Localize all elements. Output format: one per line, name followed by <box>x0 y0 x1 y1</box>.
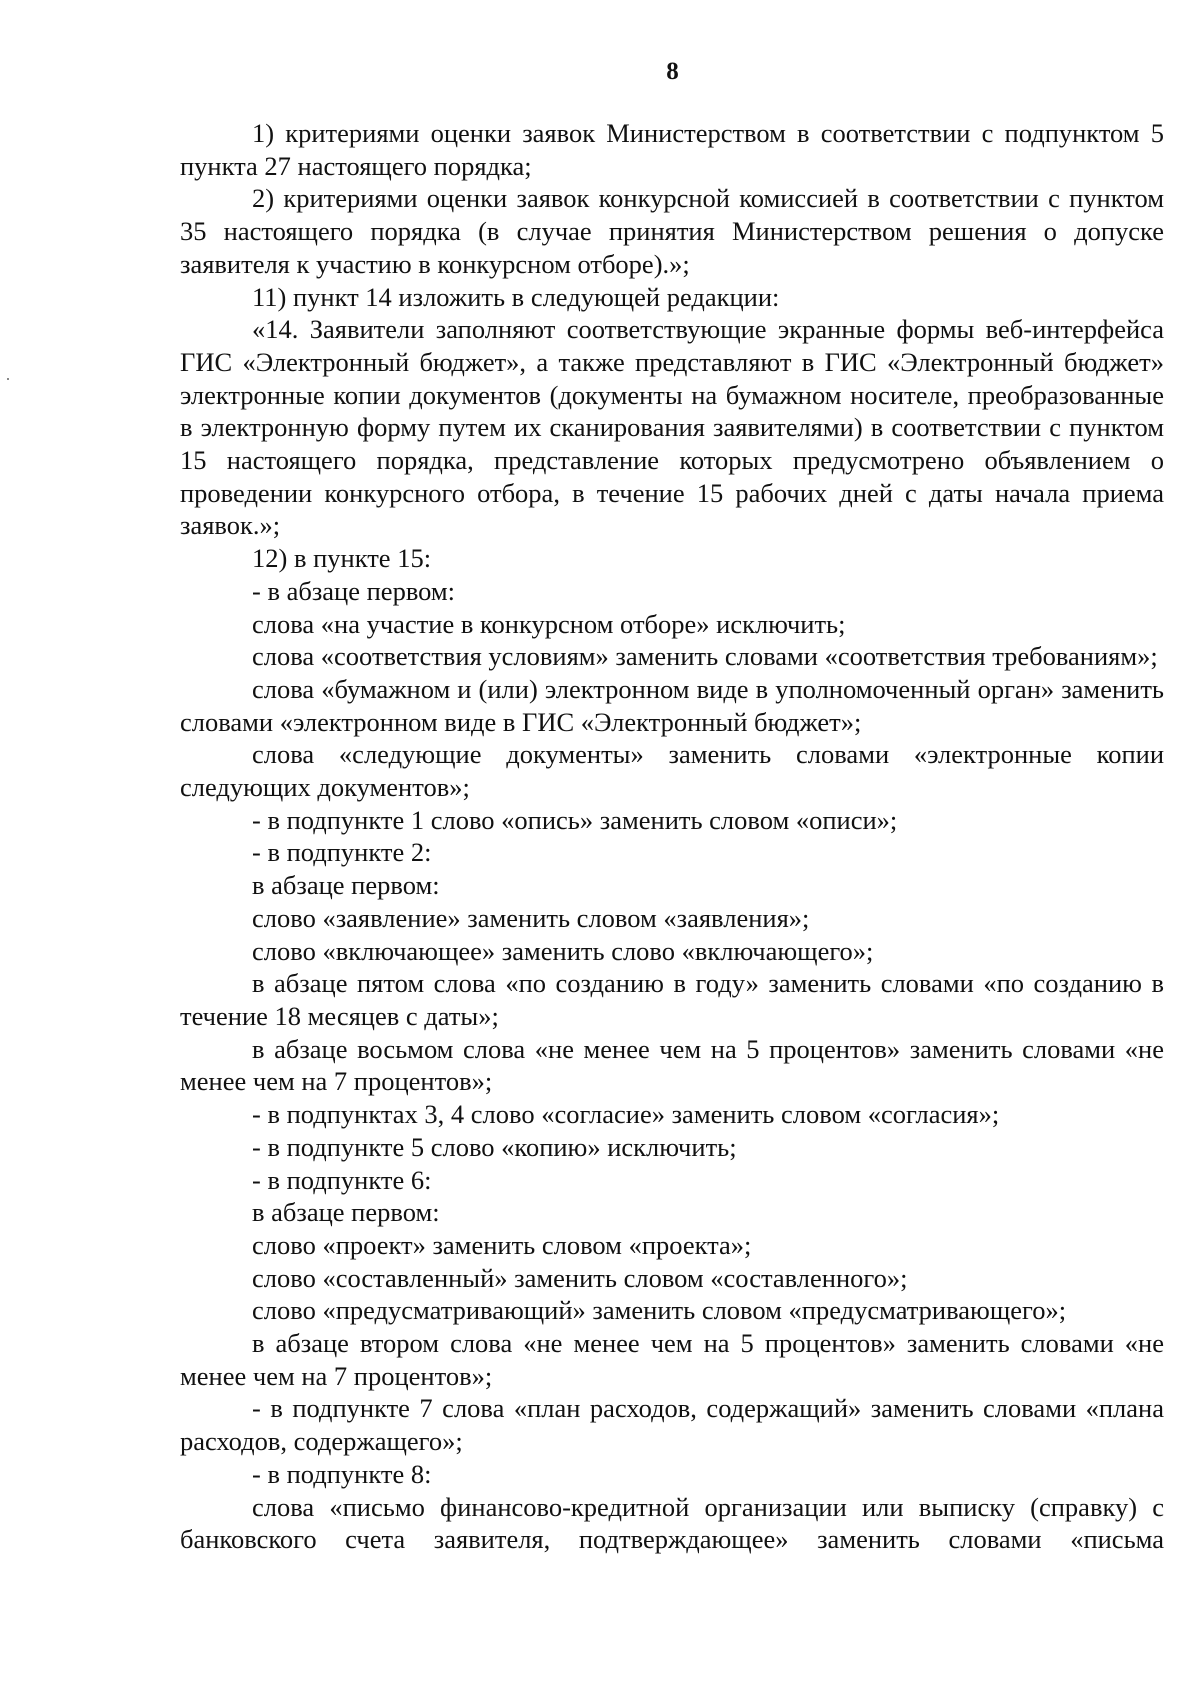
paragraph-5: 12) в пункте 15: <box>252 543 432 574</box>
paragraph-26: - в подпункте 7 слова «план расходов, содержащий» заменить словами «плана расходов, содержащего»; <box>180 1393 1164 1457</box>
paragraph-27: - в подпункте 8: <box>252 1458 432 1489</box>
paragraph-20: - в подпункте 6: <box>252 1164 432 1195</box>
paragraph-6: - в абзаце первом: <box>252 575 456 606</box>
paragraph-16: в абзаце пятом слова «по созданию в году» заменить словами «по созданию в течение 18 месяцев с даты»; <box>180 968 1164 1031</box>
paragraph-7: слова «на участие в конкурсном отборе» исключить; <box>252 608 846 639</box>
paragraph-22: слово «проект» заменить словом «проекта»; <box>252 1229 752 1260</box>
paragraph-25: в абзаце втором слова «не менее чем на 5 процентов» заменить словами «не менее чем на 7 процентов»; <box>180 1328 1164 1391</box>
paragraph-12: - в подпункте 2: <box>252 837 432 868</box>
paragraph-1: 1) критериями оценки заявок Министерством в соответствии с подпунктом 5 пункта 27 настоящего порядка; <box>180 118 1164 181</box>
paragraph-19: - в подпункте 5 слово «копию» исключить; <box>252 1131 737 1162</box>
scan-mark <box>7 378 9 380</box>
paragraph-21: в абзаце первом: <box>252 1197 440 1228</box>
paragraph-11: - в подпункте 1 слово «опись» заменить словом «описи»; <box>252 804 898 835</box>
paragraph-9: слова «бумажном и (или) электронном виде в уполномоченный орган» заменить словами «электронном виде в ГИС «Электронный бюджет»; <box>180 673 1164 737</box>
paragraph-13: в абзаце первом: <box>252 870 440 901</box>
paragraph-14: слово «заявление» заменить словом «заявления»; <box>252 902 810 933</box>
paragraph-15: слово «включающее» заменить слово «включающего»; <box>252 935 874 966</box>
paragraph-8: слова «соответствия условиям» заменить словами «соответствия требованиям»; <box>252 641 1158 672</box>
paragraph-23: слово «составленный» заменить словом «составленного»; <box>252 1262 908 1293</box>
paragraph-18: - в подпунктах 3, 4 слово «согласие» заменить словом «согласия»; <box>252 1099 1000 1130</box>
paragraph-17: в абзаце восьмом слова «не менее чем на 5 процентов» заменить словами «не менее чем на 7 процентов»; <box>180 1033 1164 1097</box>
paragraph-24: слово «предусматривающий» заменить словом «предусматривающего»; <box>252 1295 1067 1326</box>
document-body <box>180 117 1164 1556</box>
paragraph-10: слова «следующие документы» заменить словами «электронные копии следующих документов»; <box>180 739 1164 803</box>
paragraph-28: слова «письмо финансово-кредитной организации или выписку (справку) с банковского счета заявителя, подтверждающее» заменить словами «письма <box>180 1491 1164 1555</box>
page-number: 8 <box>666 58 679 85</box>
paragraph-3: 11) пункт 14 изложить в следующей редакции: <box>252 281 780 312</box>
paragraph-2: 2) критериями оценки заявок конкурсной комиссией в соответствии с пунктом 35 настоящего порядка (в случае принятия Министерством решения о допуске заявителя к участию в конкурсном отборе).»; <box>180 183 1164 279</box>
paragraph-4: «14. Заявители заполняют соответствующие экранные формы веб-интерфейса ГИС «Электронный бюджет», а также представляют в ГИС «Электронный бюджет» электронные копии документов (документы на бумажном носителе, преобразованные в электронную форму путем их сканирования заявителями) в соответствии с пунктом 15 настоящего порядка, представление которых предусмотрено объявлением о проведении конкурсного отбора, в течение 15 рабочих дней с даты начала приема заявок.»; <box>180 314 1164 541</box>
